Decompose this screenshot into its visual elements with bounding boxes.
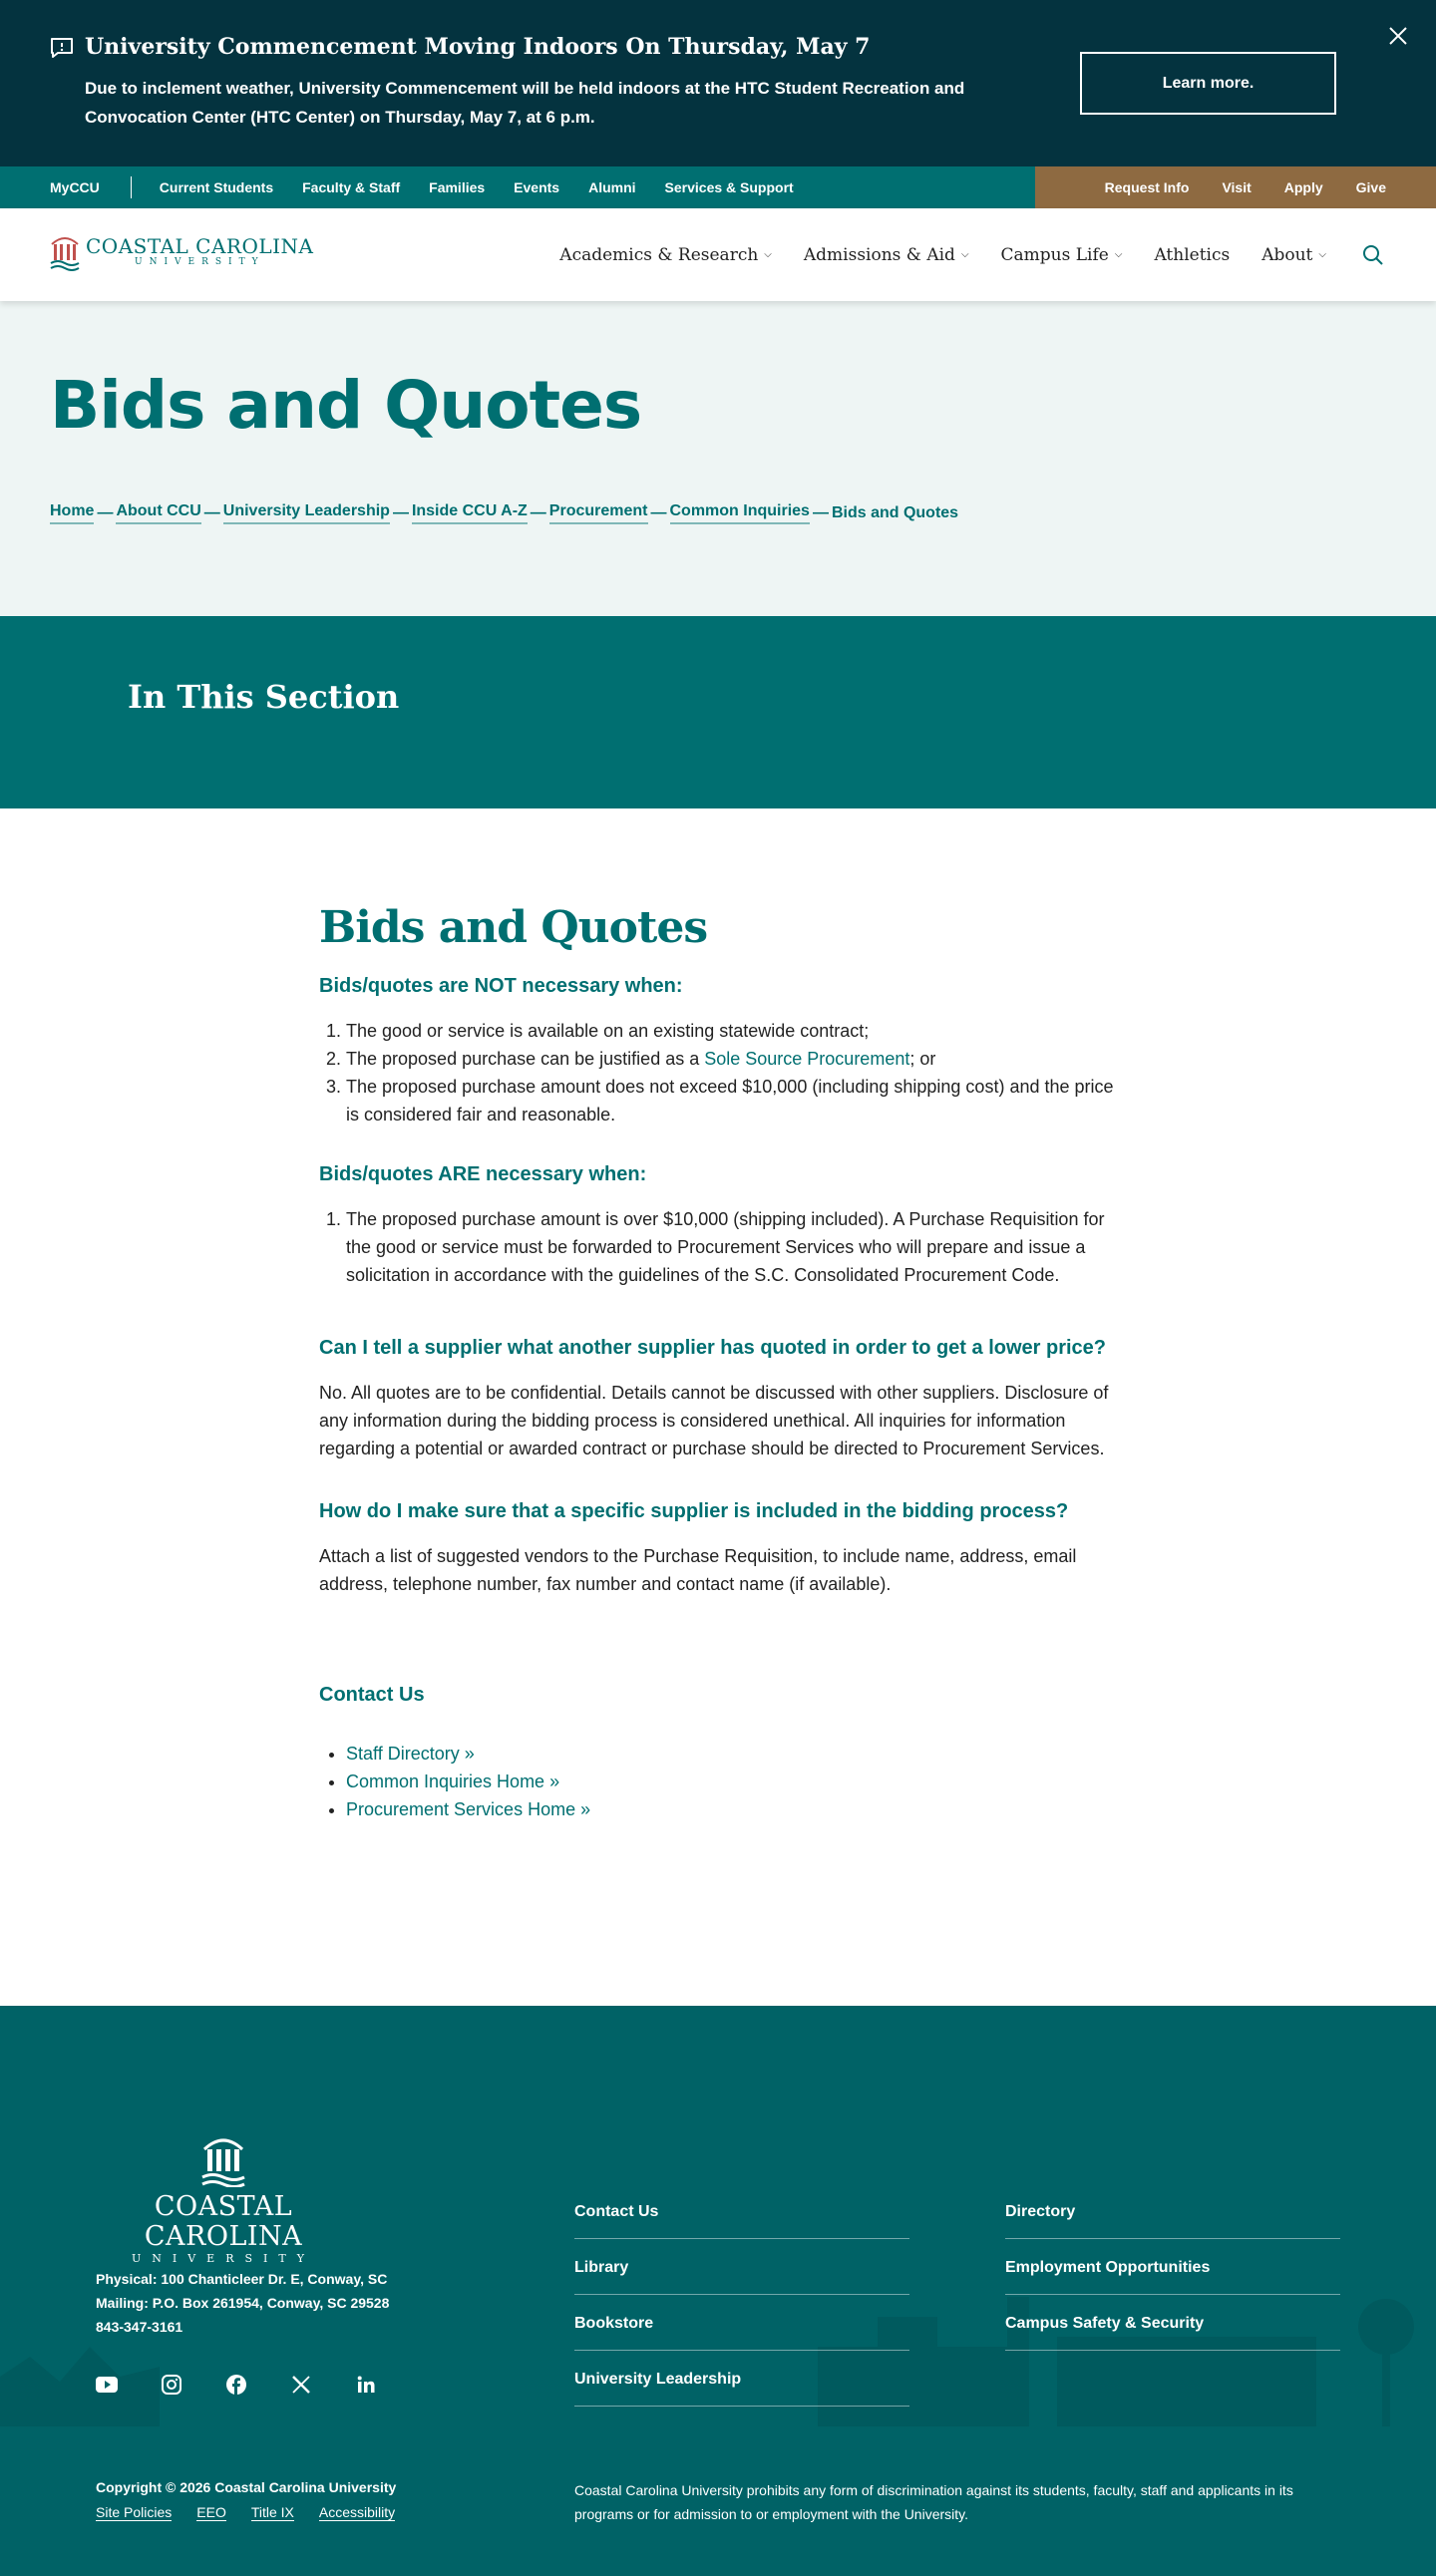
chevron-down-icon: ⌵ xyxy=(960,249,969,260)
alert-title: University Commencement Moving Indoors On Thursday, May 7 xyxy=(85,34,871,60)
staff-directory-link[interactable]: Staff Directory » xyxy=(346,1744,475,1764)
breadcrumb-university-leadership[interactable]: University Leadership xyxy=(223,502,390,524)
site-footer xyxy=(0,2006,1436,2576)
list-item xyxy=(346,1740,1127,1768)
breadcrumb-current: Bids and Quotes xyxy=(831,504,959,521)
x-icon[interactable] xyxy=(290,2374,312,2396)
answer-text: No. All quotes are to be confidential. Details cannot be discussed with other suppliers. Disclosure of any information during the bidding process is considered unethical. All inquiries for information regarding a potential or awarded contract or purchase should be directed to Procurement Services. xyxy=(319,1383,1109,1458)
utility-link-services-support[interactable]: Services & Support xyxy=(664,179,794,195)
list-item xyxy=(346,1795,1127,1823)
footer-column xyxy=(574,2183,909,2407)
necessary-list xyxy=(319,1205,1127,1289)
footer-link-bookstore[interactable]: Bookstore xyxy=(574,2295,909,2351)
heading-not-necessary: Bids/quotes are NOT necessary when: xyxy=(319,975,683,997)
nav-athletics[interactable]: Athletics xyxy=(1154,244,1231,265)
physical-address: Physical: 100 Chanticleer Dr. E, Conway, SC xyxy=(96,2271,388,2287)
nav-campus-life[interactable]: Campus Life ⌵ xyxy=(1000,244,1123,265)
site-policies-link[interactable]: Site Policies xyxy=(96,2504,173,2520)
alert-banner xyxy=(0,0,1436,166)
instagram-icon[interactable] xyxy=(161,2374,182,2396)
legal-links xyxy=(96,2504,420,2521)
alert-body: Due to inclement weather, University Commencement will be held indoors at the HTC Student Recreation and Convocation Center (HTC Center) on Thursday, May 7, at 6 p.m. xyxy=(85,79,965,127)
footer-logo-subtitle: UNIVERSITY xyxy=(132,2252,315,2265)
section-heading: In This Section xyxy=(128,678,400,716)
page-hero xyxy=(0,301,1436,616)
procurement-services-link[interactable]: Procurement Services Home » xyxy=(346,1799,591,1819)
divider xyxy=(131,176,132,198)
question-heading: How do I make sure that a specific supplier is included in the bidding process? xyxy=(319,1500,1069,1522)
breadcrumb-procurement[interactable]: Procurement xyxy=(549,502,648,524)
footer-link-campus-safety[interactable]: Campus Safety & Security xyxy=(1005,2295,1340,2351)
heading-necessary: Bids/quotes ARE necessary when: xyxy=(319,1163,647,1185)
not-necessary-list xyxy=(319,1017,1127,1128)
youtube-icon[interactable] xyxy=(96,2374,118,2396)
nav-admissions[interactable]: Admissions & Aid ⌵ xyxy=(803,244,969,265)
main-nav xyxy=(0,208,1436,301)
logo-emblem-icon xyxy=(50,232,80,272)
footer-link-employment[interactable]: Employment Opportunities xyxy=(1005,2239,1340,2295)
chevron-down-icon: ⌵ xyxy=(764,249,772,260)
logo-wordmark: COASTAL CAROLINA xyxy=(86,234,314,258)
copyright: Copyright © 2026 Coastal Carolina University xyxy=(96,2479,397,2495)
logo-subtitle: UNIVERSITY xyxy=(134,257,265,267)
chevron-down-icon: ⌵ xyxy=(1114,249,1123,260)
accessibility-link[interactable]: Accessibility xyxy=(318,2504,396,2520)
title-ix-link[interactable]: Title IX xyxy=(250,2504,294,2520)
give-link[interactable]: Give xyxy=(1355,179,1386,195)
in-this-section xyxy=(0,616,1436,808)
message-icon xyxy=(50,37,74,59)
chevron-down-icon: ⌵ xyxy=(1318,249,1326,260)
question-heading: Can I tell a supplier what another supplier has quoted in order to get a lower price? xyxy=(319,1337,1107,1359)
apply-link[interactable]: Apply xyxy=(1283,179,1323,195)
utility-link-alumni[interactable]: Alumni xyxy=(588,179,636,195)
utility-link-myccu[interactable]: MyCCU xyxy=(50,179,100,195)
footer-column xyxy=(1005,2183,1340,2351)
list-item: 3. The proposed purchase amount does not exceed $10,000 (including shipping cost) and the price is considered fair and reasonable. xyxy=(346,1073,1127,1128)
breadcrumb-common-inquiries[interactable]: Common Inquiries xyxy=(670,502,810,524)
close-icon[interactable] xyxy=(1386,24,1410,48)
linkedin-icon[interactable] xyxy=(355,2374,377,2396)
visit-link[interactable]: Visit xyxy=(1222,179,1252,195)
contact-heading: Contact Us xyxy=(319,1684,425,1706)
sole-source-link[interactable]: Sole Source Procurement xyxy=(704,1049,910,1069)
utility-bar xyxy=(0,166,1436,208)
search-icon[interactable] xyxy=(1362,244,1384,266)
breadcrumb: Home — About CCU — University Leadership — Inside CCU A-Z — Procurement — Common Inquiries — Bids and Quotes xyxy=(50,502,958,524)
social-links xyxy=(96,2374,420,2396)
footer-link-library[interactable]: Library xyxy=(574,2239,909,2295)
phone-number: 843-347-3161 xyxy=(96,2319,183,2335)
footer-link-directory[interactable]: Directory xyxy=(1005,2183,1340,2239)
nav-about[interactable]: About ⌵ xyxy=(1261,244,1326,265)
footer-link-contact-us[interactable]: Contact Us xyxy=(574,2183,909,2239)
logo-emblem-icon xyxy=(198,2131,248,2187)
footer-link-university-leadership[interactable]: University Leadership xyxy=(574,2351,909,2407)
nondiscrimination-notice: Coastal Carolina University prohibits any form of discrimination against its students, faculty, staff and applicants in its programs or for admission to or employment with the University. xyxy=(574,2482,1293,2522)
list-item: 1. The proposed purchase amount is over $10,000 (shipping included). A Purchase Requisition for the good or service must be forwarded to Procurement Services who will prepare and issue a solicitation in accordance with the guidelines of the S.C. Consolidated Procurement Code. xyxy=(346,1205,1127,1289)
main-content xyxy=(0,808,1436,2006)
common-inquiries-link[interactable]: Common Inquiries Home » xyxy=(346,1771,560,1791)
list-item: 2. The proposed purchase can be justified as a Sole Source Procurement; or xyxy=(346,1045,1127,1073)
footer-logo-wordmark: COASTAL CAROLINA xyxy=(144,2191,303,2252)
facebook-icon[interactable] xyxy=(225,2374,247,2396)
answer-text: Attach a list of suggested vendors to the Purchase Requisition, to include name, address, email address, telephone number, fax number and contact name (if available). xyxy=(319,1546,1077,1594)
mailing-address: Mailing: P.O. Box 261954, Conway, SC 29528 xyxy=(96,2295,390,2311)
page-title: Bids and Quotes xyxy=(50,367,642,444)
utility-link-current-students[interactable]: Current Students xyxy=(159,179,274,195)
list-item: 1. The good or service is available on an existing statewide contract; xyxy=(346,1017,1127,1045)
content-title: Bids and Quotes xyxy=(319,902,708,953)
utility-link-events[interactable]: Events xyxy=(514,179,560,195)
learn-more-button[interactable]: Learn more. xyxy=(1080,52,1336,115)
list-item xyxy=(346,1768,1127,1795)
footer-address xyxy=(96,2267,389,2339)
breadcrumb-about-ccu[interactable]: About CCU xyxy=(116,502,200,524)
site-logo[interactable] xyxy=(50,232,314,272)
breadcrumb-inside-ccu[interactable]: Inside CCU A-Z xyxy=(412,502,528,524)
nav-academics[interactable]: Academics & Research ⌵ xyxy=(559,244,772,265)
utility-link-faculty-staff[interactable]: Faculty & Staff xyxy=(302,179,401,195)
contact-links xyxy=(319,1740,1127,1823)
utility-link-families[interactable]: Families xyxy=(429,179,486,195)
eeo-link[interactable]: EEO xyxy=(196,2504,226,2520)
footer-logo[interactable] xyxy=(96,2131,351,2266)
request-info-link[interactable]: Request Info xyxy=(1104,179,1190,195)
breadcrumb-home[interactable]: Home xyxy=(50,502,94,524)
